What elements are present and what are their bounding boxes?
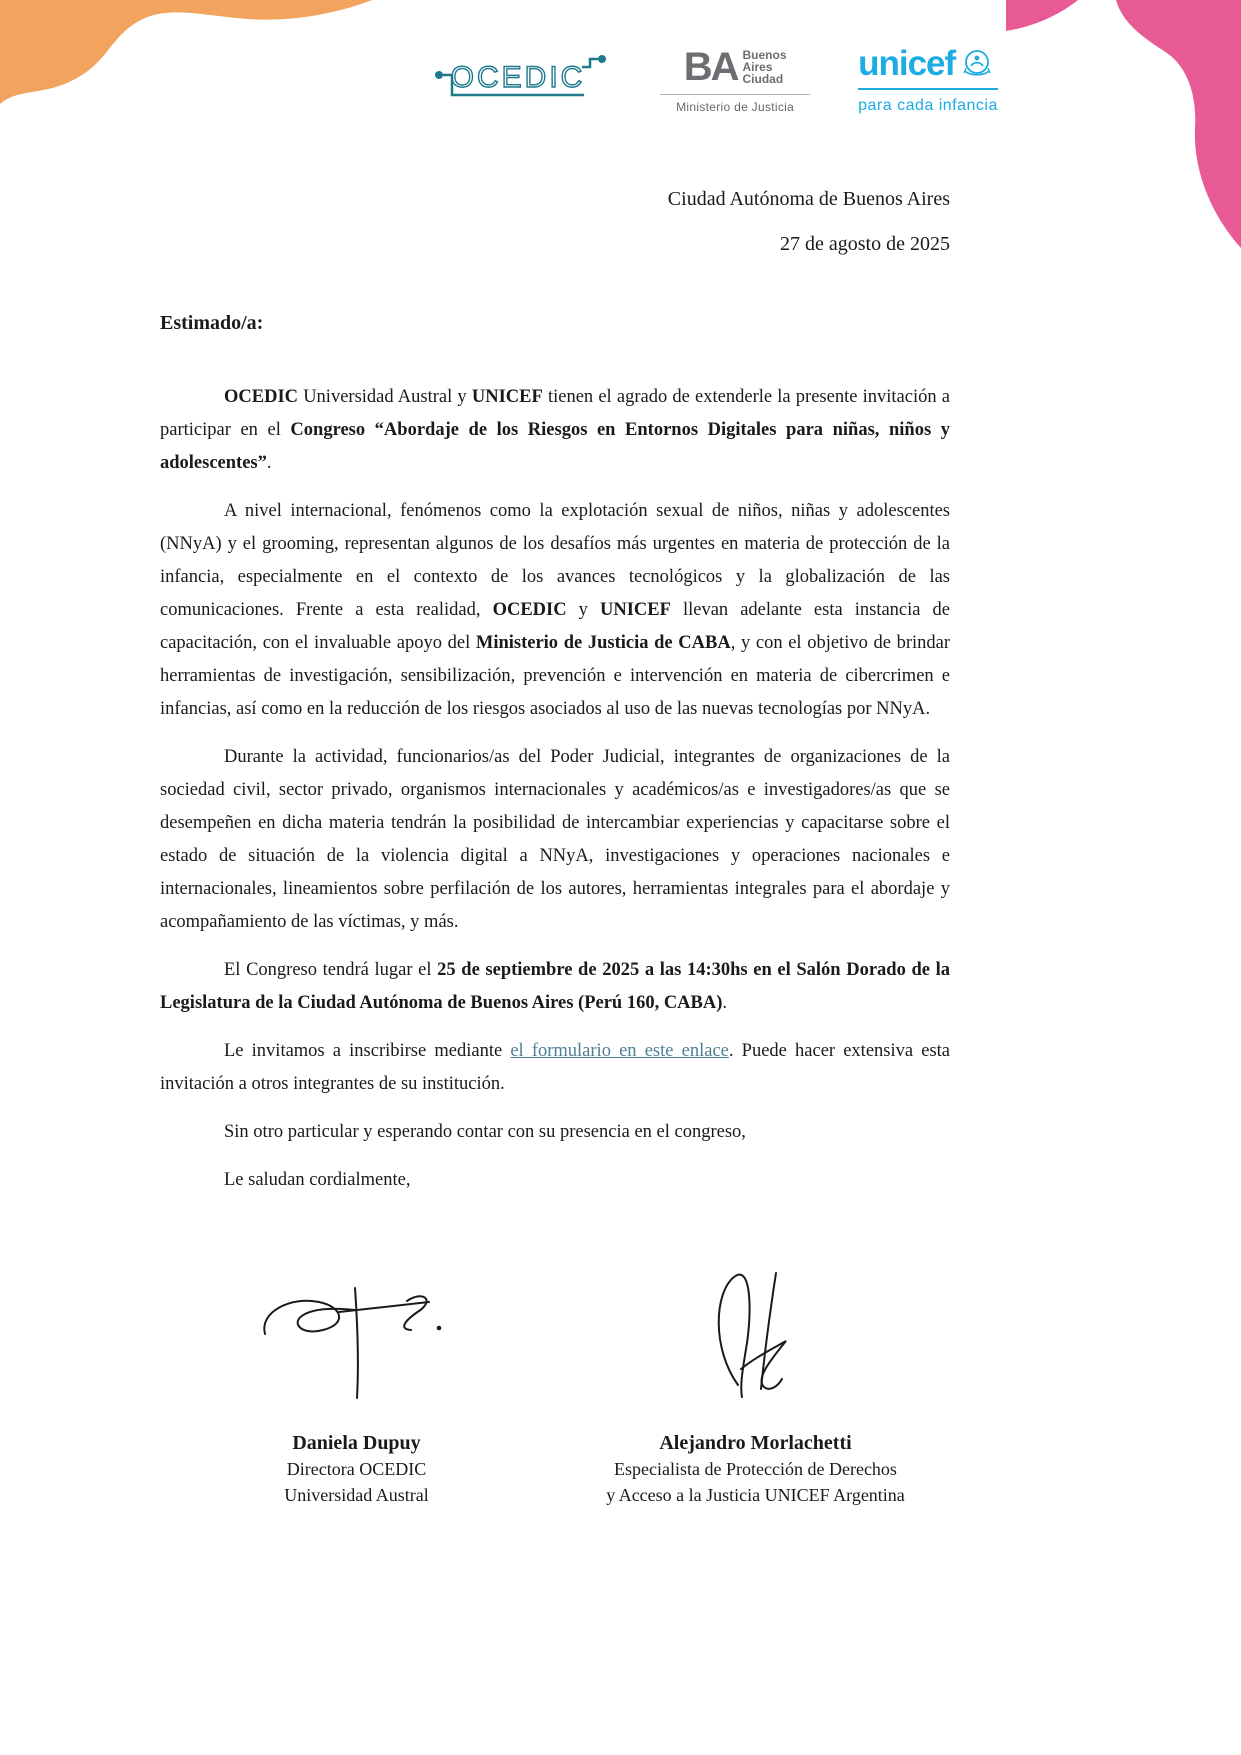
unicef-logo-top [858,43,993,83]
paragraph-registration [160,1035,950,1101]
text-segment: UNICEF [599,600,671,620]
text-segment: UNICEF [471,387,543,407]
unicef-tagline: para cada infancia [858,96,998,114]
text-segment: Le invitamos a inscribirse mediante [224,1041,511,1061]
ba-logo [660,44,810,114]
text-segment: , y con el objetivo de brindar herramientas de investigación, sensibilización, prevención e intervención en materia de cibercrimen e infancias, así como en la reducción de los riesgos asociados al uso de las nuevas tecnologías por NNyA. [160,633,951,719]
text-segment: A nivel internacional, fenómenos como la explotación sexual de niños, niñas y adolescentes (NNyA) y el grooming, representan algunos de los desafíos más urgentes en materia de protección de la infancia, especialmente en el contexto de los avances tecnológicos y la globalización de las comunicaciones. Frente a esta realidad, [160,501,950,620]
text-segment: Universidad Austral y [298,387,472,407]
signature-alejandro-handwriting [696,1267,816,1402]
signature-daniela-handwriting [247,1267,467,1402]
paragraph-event-details [160,954,950,1020]
letter-content [160,188,950,1508]
text-segment: . Puede hacer extensiva esta invitación a otros integrantes de su institución. [160,1041,950,1094]
ba-city-line1: Buenos [742,47,787,62]
unicef-globe-icon [961,47,993,79]
signature-role-line2: Universidad Austral [284,1485,429,1505]
salutation: Estimado/a: [160,312,264,334]
text-segment: y [566,600,600,620]
logos-row [160,40,1110,120]
text-segment: llevan adelante esta instancia de capacitación, con el invaluable apoyo del [160,600,951,653]
text-segment: tienen el agrado de extenderle la presente invitación a participar en el [160,387,950,440]
letter-body [160,381,950,1197]
dateline-block [160,188,950,256]
text-segment: Durante la actividad, funcionarios/as del Poder Judicial, integrantes de organizaciones de la sociedad civil, sector privado, organismos internacionales y académicos/as e investigadores/as que se desempeñen en dicha materia tendrán la posibilidad de intercambiar experiencias y capacitarse sobre el estado de situación de la violencia digital a NNyA, investigaciones y operaciones nacionales e internacionales, lineamientos sobre perfilación de los autores, herramientas integrales para el abordaje y acompañamiento de las víctimas, y más. [160,747,950,932]
text-segment: Congreso “Abordaje de los Riesgos en Entornos Digitales para niñas, niños y adolescentes” [160,420,950,473]
text-segment: OCEDIC [224,387,299,407]
signature-block-daniela [169,1267,544,1508]
ba-city-line3: Ciudad [742,71,784,86]
ocedic-logo [432,49,612,111]
signatures-row [160,1267,950,1508]
text-segment: OCEDIC [492,600,567,620]
signature-name: Alejandro Morlachetti [659,1432,852,1454]
paragraph-farewell [160,1164,950,1197]
ba-city-lines [742,49,786,85]
signature-block-alejandro [568,1267,943,1508]
ocedic-wordmark: OCEDIC [450,61,586,94]
text-segment: El Congreso tendrá lugar el [224,960,438,980]
ba-city-line2: Aires [742,59,773,74]
letter-location: Ciudad Autónoma de Buenos Aires [667,188,950,210]
text-segment: Sin otro particular y esperando contar con su presencia en el congreso, [224,1122,746,1142]
paragraph-closing [160,1116,950,1149]
signature-role-line1: Directora OCEDIC [286,1459,427,1479]
signature-role-line2: y Acceso a la Justicia UNICEF Argentina [606,1485,905,1505]
unicef-logo [858,43,998,115]
unicef-wordmark: unicef [858,43,956,83]
ba-logo-divider [660,94,810,95]
text-segment: 25 de septiembre de 2025 a las 14:30hs en el Salón Dorado de la Legislatura de la Ciudad Autónoma de Buenos Aires (Perú 160, CABA) [160,960,951,1013]
ba-ministry-label: Ministerio de Justicia [676,99,795,114]
inline-form-link[interactable]: el formulario en este enlace [510,1041,729,1061]
ocedic-circuit-icon [432,49,612,111]
ba-logo-top [683,44,787,89]
paragraph-invitation [160,381,950,480]
letter-date: 27 de agosto de 2025 [780,233,950,255]
ba-letters: BA [683,44,738,89]
text-segment: Ministerio de Justicia de CABA [475,633,731,653]
signature-role-line1: Especialista de Protección de Derechos [614,1459,897,1479]
unicef-logo-divider [858,88,998,90]
text-segment: Le saludan cordialmente, [224,1170,411,1190]
paragraph-context [160,495,950,726]
paragraph-activity [160,741,950,939]
text-segment: . [266,453,272,473]
text-segment: . [722,993,728,1013]
pink-corner-blob [1006,0,1241,260]
signature-name: Daniela Dupuy [292,1432,421,1454]
